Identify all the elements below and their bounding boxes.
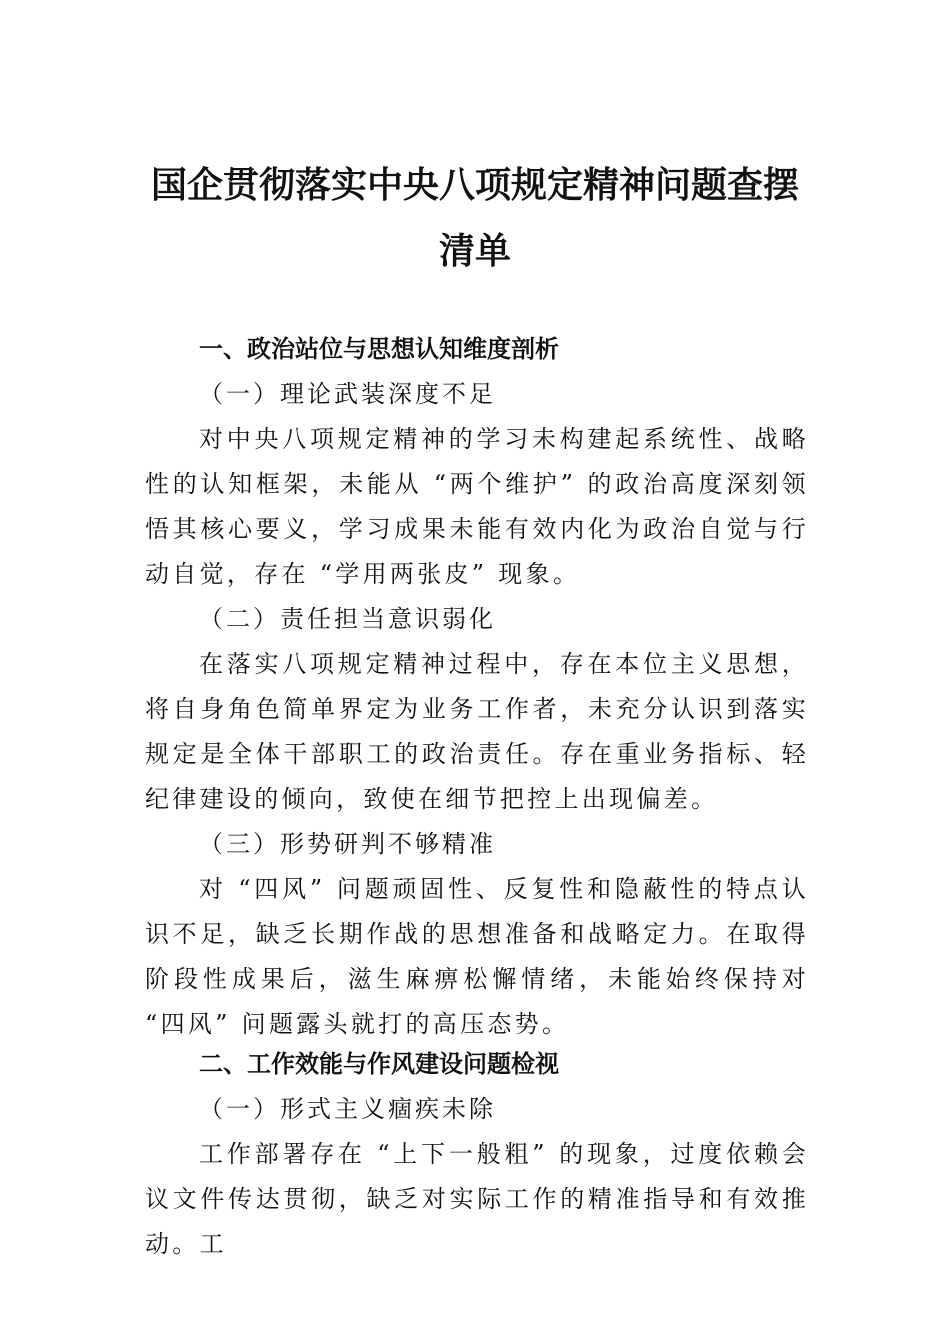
section-2-sub-1-heading: （一）形式主义痼疾未除 xyxy=(199,1095,496,1123)
section-1-sub-3-heading: （三）形势研判不够精准 xyxy=(199,830,496,858)
document-title-line-1: 国企贯彻落实中央八项规定精神问题查摆 xyxy=(150,164,799,206)
section-1-sub-1-body: 对中央八项规定精神的学习未构建起系统性、战略性的认知框架，未能从 “两个维护” 的政治高度深刻领悟其核心要义，学习成果未能有效内化为政治自觉与行动自觉，存在 “学用两张皮” 现象。 xyxy=(145,425,809,588)
section-1-sub-3-body: 对 “四风” 问题顽固性、反复性和隐蔽性的特点认识不足，缺乏长期作战的思想准备和战略定力。在取得阶段性成果后，滋生麻痹松懈情绪，未能始终保持对 “四风” 问题露头就打的高压态势。 xyxy=(145,875,809,1038)
section-1-sub-1-heading: （一）理论武装深度不足 xyxy=(199,380,496,408)
section-1-sub-2-heading: （二）责任担当意识弱化 xyxy=(199,605,496,633)
section-1-heading: 一、政治站位与思想认知维度剖析 xyxy=(199,335,559,363)
section-1-sub-2-body: 在落实八项规定精神过程中，存在本位主义思想，将自身角色简单界定为业务工作者，未充分认识到落实规定是全体干部职工的政治责任。存在重业务指标、轻纪律建设的倾向，致使在细节把控上出现偏差。 xyxy=(145,650,809,813)
section-2-sub-1-body: 工作部署存在 “上下一般粗” 的现象，过度依赖会议文件传达贯彻，缺乏对实际工作的精准指导和有效推动。工 xyxy=(145,1140,809,1258)
section-2-heading: 二、工作效能与作风建设问题检视 xyxy=(199,1050,559,1078)
document-title-line-2: 清单 xyxy=(438,230,511,272)
